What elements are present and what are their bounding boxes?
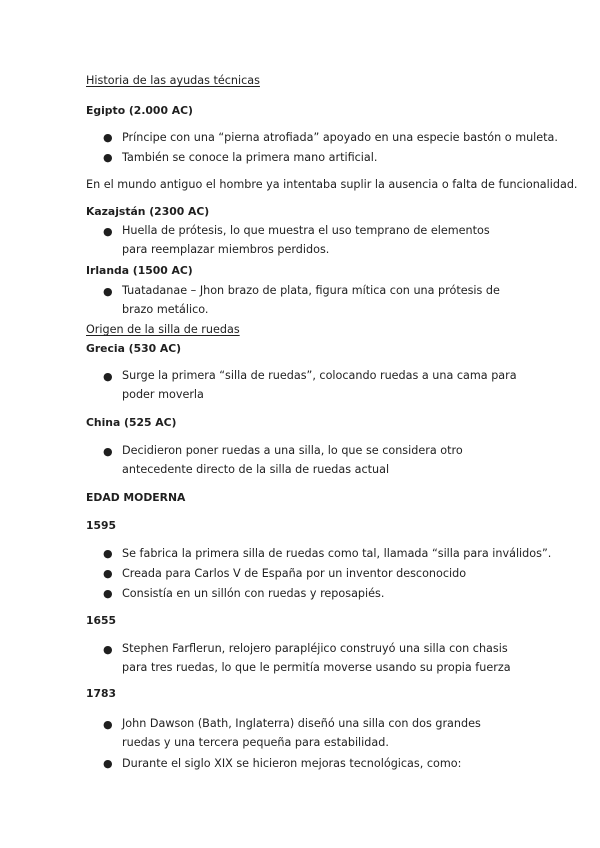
- bullet-dot: ●: [103, 445, 113, 458]
- list-item: También se conoce la primera mano artificial.: [122, 151, 378, 164]
- list-item: Huella de prótesis, lo que muestra el uso temprano de elementos para reemplazar miembros perdidos.: [122, 224, 490, 256]
- section-heading-1655: 1655: [86, 614, 117, 627]
- bullet-dot: ●: [103, 131, 113, 144]
- list-item: Stephen Farflerun, relojero parapléjico construyó una silla con chasis para tres ruedas, lo que le permitía moverse usando su propia fuerza: [122, 642, 511, 674]
- list-item: Decidieron poner ruedas a una silla, lo que se considera otro antecedente directo de la silla de ruedas actual: [122, 444, 463, 476]
- section-heading-kazajstan: Kazajstán (2300 AC): [86, 205, 210, 218]
- bullet-dot: ●: [103, 285, 113, 298]
- section-heading-irlanda: Irlanda (1500 AC): [86, 264, 193, 277]
- bullet-dot: ●: [103, 567, 113, 580]
- document-title: Historia de las ayudas técnicas: [86, 74, 260, 87]
- section-heading-1595: 1595: [86, 519, 117, 532]
- list-item: John Dawson (Bath, Inglaterra) diseñó una silla con dos grandes ruedas y una tercera pequeña para estabilidad.: [122, 717, 481, 749]
- paragraph-mundo-antiguo: En el mundo antiguo el hombre ya intentaba suplir la ausencia o falta de funcionalidad.: [86, 178, 578, 191]
- list-item: Durante el siglo XIX se hicieron mejoras tecnológicas, como:: [122, 757, 462, 770]
- bullet-dot: ●: [103, 370, 113, 383]
- list-item: Consistía en un sillón con ruedas y reposapiés.: [122, 587, 385, 600]
- list-item: Creada para Carlos V de España por un inventor desconocido: [122, 567, 467, 580]
- bullet-dot: ●: [103, 225, 113, 238]
- bullet-dot: ●: [103, 547, 113, 560]
- list-item: Príncipe con una “pierna atrofiada” apoyado en una especie bastón o muleta.: [122, 131, 558, 144]
- section-heading-china: China (525 AC): [86, 416, 177, 429]
- section-heading-grecia: Grecia (530 AC): [86, 342, 182, 355]
- list-item: Tuatadanae – Jhon brazo de plata, figura mítica con una prótesis de brazo metálico.: [122, 284, 500, 316]
- section-heading-edad-moderna: EDAD MODERNA: [86, 491, 186, 504]
- bullet-dot: ●: [103, 757, 113, 770]
- bullet-dot: ●: [103, 643, 113, 656]
- section-heading-1783: 1783: [86, 687, 117, 700]
- bullet-dot: ●: [103, 718, 113, 731]
- subtitle-origen-silla: Origen de la silla de ruedas: [86, 323, 240, 336]
- bullet-dot: ●: [103, 151, 113, 164]
- list-item: Surge la primera “silla de ruedas”, colocando ruedas a una cama para poder moverla: [122, 369, 517, 401]
- bullet-dot: ●: [103, 587, 113, 600]
- list-item: Se fabrica la primera silla de ruedas como tal, llamada “silla para inválidos”.: [122, 547, 552, 560]
- section-heading-egipto: Egipto (2.000 AC): [86, 104, 193, 117]
